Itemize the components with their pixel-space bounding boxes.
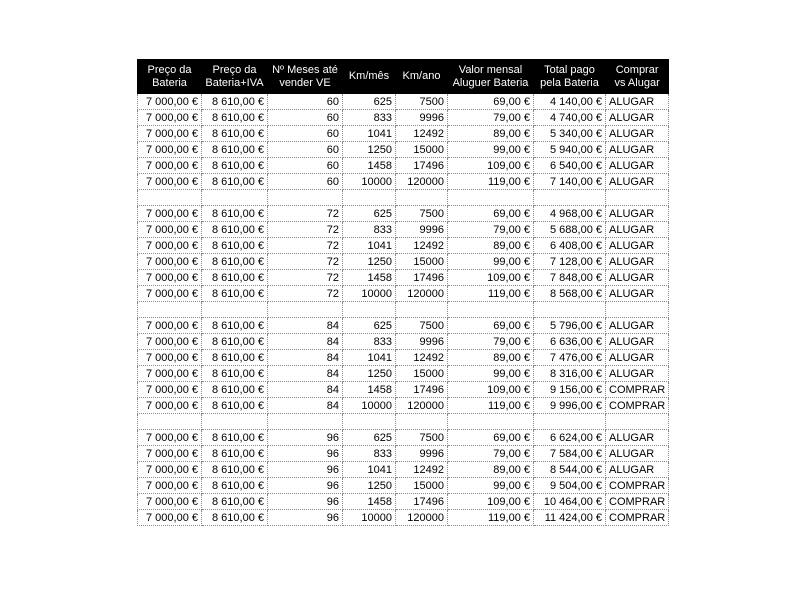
table-cell[interactable]: 1458 — [343, 270, 396, 286]
table-cell[interactable]: 12492 — [396, 238, 448, 254]
table-cell[interactable]: 8 610,00 € — [202, 494, 268, 510]
table-row — [138, 94, 669, 110]
table-cell[interactable]: ALUGAR — [606, 94, 669, 110]
table-row — [138, 222, 669, 238]
table-cell[interactable]: COMPRAR — [606, 494, 669, 510]
table-cell[interactable]: 1041 — [343, 238, 396, 254]
table-cell[interactable]: 9 996,00 € — [534, 398, 606, 414]
table-cell[interactable]: 7 000,00 € — [138, 158, 202, 174]
table-cell[interactable]: 7 476,00 € — [534, 350, 606, 366]
table-cell[interactable]: 96 — [268, 494, 343, 510]
table-cell[interactable]: 96 — [268, 446, 343, 462]
table-cell[interactable]: 8 610,00 € — [202, 462, 268, 478]
table-cell[interactable]: 8 610,00 € — [202, 334, 268, 350]
table-cell[interactable]: ALUGAR — [606, 270, 669, 286]
table-cell[interactable]: 119,00 € — [448, 510, 534, 526]
table-row — [138, 206, 669, 222]
table-cell[interactable]: 9 504,00 € — [534, 478, 606, 494]
table-cell[interactable]: COMPRAR — [606, 478, 669, 494]
table-cell[interactable]: 7 000,00 € — [138, 254, 202, 270]
table-cell[interactable]: 8 610,00 € — [202, 478, 268, 494]
header-km-mes[interactable]: Km/mês — [343, 60, 396, 94]
table-cell[interactable]: 7 000,00 € — [138, 318, 202, 334]
table-row — [138, 334, 669, 350]
empty-cell[interactable] — [202, 414, 268, 430]
table-cell[interactable]: 6 636,00 € — [534, 334, 606, 350]
table-cell[interactable]: 109,00 € — [448, 270, 534, 286]
empty-cell[interactable] — [606, 302, 669, 318]
table-cell[interactable]: 99,00 € — [448, 142, 534, 158]
table-cell[interactable]: 833 — [343, 222, 396, 238]
empty-cell[interactable] — [138, 302, 202, 318]
table-cell[interactable]: 5 940,00 € — [534, 142, 606, 158]
table-cell[interactable]: ALUGAR — [606, 174, 669, 190]
table-cell[interactable]: 15000 — [396, 142, 448, 158]
table-cell[interactable]: 7500 — [396, 318, 448, 334]
table-cell[interactable]: 4 968,00 € — [534, 206, 606, 222]
table-cell[interactable]: 7 000,00 € — [138, 494, 202, 510]
table-cell[interactable]: 9996 — [396, 334, 448, 350]
table-row — [138, 446, 669, 462]
table-row — [138, 238, 669, 254]
battery-comparison-table — [137, 59, 669, 526]
table-row — [138, 462, 669, 478]
table-cell[interactable]: 8 610,00 € — [202, 318, 268, 334]
empty-cell[interactable] — [268, 414, 343, 430]
table-cell[interactable]: 99,00 € — [448, 366, 534, 382]
table-cell[interactable]: 5 796,00 € — [534, 318, 606, 334]
empty-cell[interactable] — [343, 302, 396, 318]
empty-cell[interactable] — [534, 190, 606, 206]
table-cell[interactable]: 7500 — [396, 206, 448, 222]
table-cell[interactable]: 10000 — [343, 510, 396, 526]
table-row — [138, 494, 669, 510]
table-cell[interactable]: 72 — [268, 206, 343, 222]
table-cell[interactable]: 625 — [343, 318, 396, 334]
table-cell[interactable]: 89,00 € — [448, 462, 534, 478]
table-cell[interactable]: 72 — [268, 238, 343, 254]
table-cell[interactable]: 7 000,00 € — [138, 222, 202, 238]
header-total-pago[interactable]: Total pago pela Bateria — [534, 60, 606, 94]
table-cell[interactable]: 1250 — [343, 142, 396, 158]
table-cell[interactable]: 1250 — [343, 254, 396, 270]
table-cell[interactable]: 72 — [268, 222, 343, 238]
table-cell[interactable]: 5 340,00 € — [534, 126, 606, 142]
table-cell[interactable]: 96 — [268, 462, 343, 478]
empty-cell[interactable] — [534, 302, 606, 318]
table-cell[interactable]: 120000 — [396, 398, 448, 414]
table-cell[interactable]: 84 — [268, 398, 343, 414]
table-cell[interactable]: 8 610,00 € — [202, 270, 268, 286]
table-cell[interactable]: 7 000,00 € — [138, 478, 202, 494]
table-cell[interactable]: 8 544,00 € — [534, 462, 606, 478]
table-cell[interactable]: 17496 — [396, 494, 448, 510]
table-cell[interactable]: 7 000,00 € — [138, 142, 202, 158]
table-cell[interactable]: 5 688,00 € — [534, 222, 606, 238]
table-cell[interactable]: 10000 — [343, 174, 396, 190]
table-cell[interactable]: 8 568,00 € — [534, 286, 606, 302]
empty-cell[interactable] — [448, 302, 534, 318]
header-valor-mensal[interactable]: Valor mensal Aluguer Bateria — [448, 60, 534, 94]
table-cell[interactable]: ALUGAR — [606, 446, 669, 462]
table-cell[interactable]: ALUGAR — [606, 110, 669, 126]
table-cell[interactable]: ALUGAR — [606, 254, 669, 270]
table-row — [138, 478, 669, 494]
table-cell[interactable]: ALUGAR — [606, 334, 669, 350]
table-row — [138, 270, 669, 286]
table-cell[interactable]: 9 156,00 € — [534, 382, 606, 398]
table-row — [138, 126, 669, 142]
table-cell[interactable]: 8 610,00 € — [202, 222, 268, 238]
table-cell[interactable]: 17496 — [396, 158, 448, 174]
table-cell[interactable]: 79,00 € — [448, 110, 534, 126]
table-cell[interactable]: 6 624,00 € — [534, 430, 606, 446]
table-cell[interactable]: 9996 — [396, 446, 448, 462]
spreadsheet — [137, 59, 669, 526]
table-cell[interactable]: ALUGAR — [606, 286, 669, 302]
table-cell[interactable]: 120000 — [396, 286, 448, 302]
table-cell[interactable]: 109,00 € — [448, 158, 534, 174]
table-row — [138, 174, 669, 190]
table-cell[interactable]: 9996 — [396, 222, 448, 238]
table-cell[interactable]: ALUGAR — [606, 142, 669, 158]
table-cell[interactable]: 99,00 € — [448, 254, 534, 270]
table-cell[interactable]: 8 610,00 € — [202, 286, 268, 302]
table-cell[interactable]: COMPRAR — [606, 510, 669, 526]
empty-cell[interactable] — [268, 190, 343, 206]
header-preco-bateria[interactable]: Preço da Bateria — [138, 60, 202, 94]
table-cell[interactable]: 1458 — [343, 494, 396, 510]
table-cell[interactable]: 8 610,00 € — [202, 94, 268, 110]
table-cell[interactable]: 84 — [268, 350, 343, 366]
table-cell[interactable]: 7500 — [396, 94, 448, 110]
table-cell[interactable]: ALUGAR — [606, 350, 669, 366]
header-meses-vender[interactable]: Nº Meses até vender VE — [268, 60, 343, 94]
table-cell[interactable]: 8 610,00 € — [202, 446, 268, 462]
table-cell[interactable]: 6 540,00 € — [534, 158, 606, 174]
header-preco-bateria-iva[interactable]: Preço da Bateria+IVA — [202, 60, 268, 94]
table-cell[interactable]: 9996 — [396, 110, 448, 126]
table-cell[interactable]: 1041 — [343, 126, 396, 142]
table-cell[interactable]: 119,00 € — [448, 174, 534, 190]
table-cell[interactable]: 7 848,00 € — [534, 270, 606, 286]
table-cell[interactable]: 79,00 € — [448, 334, 534, 350]
table-cell[interactable]: 7 000,00 € — [138, 366, 202, 382]
table-cell[interactable]: 89,00 € — [448, 350, 534, 366]
table-cell[interactable]: 7 000,00 € — [138, 286, 202, 302]
table-cell[interactable]: 8 610,00 € — [202, 398, 268, 414]
table-row — [138, 366, 669, 382]
table-cell[interactable]: 8 610,00 € — [202, 142, 268, 158]
empty-cell[interactable] — [343, 190, 396, 206]
table-cell[interactable]: 8 610,00 € — [202, 158, 268, 174]
table-cell[interactable]: 7 000,00 € — [138, 94, 202, 110]
table-cell[interactable]: 833 — [343, 446, 396, 462]
table-cell[interactable]: 7 128,00 € — [534, 254, 606, 270]
table-cell[interactable]: 7 000,00 € — [138, 462, 202, 478]
table-cell[interactable]: 7 000,00 € — [138, 270, 202, 286]
table-cell[interactable]: ALUGAR — [606, 366, 669, 382]
table-cell[interactable]: 625 — [343, 430, 396, 446]
table-cell[interactable]: 60 — [268, 110, 343, 126]
empty-cell[interactable] — [138, 414, 202, 430]
table-cell[interactable]: 7 000,00 € — [138, 430, 202, 446]
table-cell[interactable]: 72 — [268, 286, 343, 302]
table-cell[interactable]: ALUGAR — [606, 126, 669, 142]
table-cell[interactable]: 15000 — [396, 366, 448, 382]
table-cell[interactable]: 625 — [343, 206, 396, 222]
table-row — [138, 286, 669, 302]
table-cell[interactable]: 1458 — [343, 158, 396, 174]
table-cell[interactable]: 89,00 € — [448, 238, 534, 254]
table-cell[interactable]: ALUGAR — [606, 158, 669, 174]
table-cell[interactable]: 7 584,00 € — [534, 446, 606, 462]
empty-cell[interactable] — [606, 414, 669, 430]
table-cell[interactable]: 119,00 € — [448, 398, 534, 414]
table-cell[interactable]: ALUGAR — [606, 222, 669, 238]
table-cell[interactable]: 8 610,00 € — [202, 254, 268, 270]
table-cell[interactable]: 15000 — [396, 478, 448, 494]
empty-cell[interactable] — [268, 302, 343, 318]
table-cell[interactable]: 60 — [268, 94, 343, 110]
table-cell[interactable]: 7 000,00 € — [138, 446, 202, 462]
table-cell[interactable]: 7 000,00 € — [138, 110, 202, 126]
table-cell[interactable]: 7 000,00 € — [138, 206, 202, 222]
table-cell[interactable]: 69,00 € — [448, 94, 534, 110]
table-row — [138, 350, 669, 366]
table-cell[interactable]: 11 424,00 € — [534, 510, 606, 526]
empty-cell[interactable] — [448, 190, 534, 206]
table-cell[interactable]: 1041 — [343, 462, 396, 478]
table-cell[interactable]: 7 000,00 € — [138, 382, 202, 398]
table-cell[interactable]: 8 610,00 € — [202, 366, 268, 382]
table-cell[interactable]: 833 — [343, 334, 396, 350]
table-cell[interactable]: 7 140,00 € — [534, 174, 606, 190]
empty-cell[interactable] — [202, 190, 268, 206]
table-cell[interactable]: 7500 — [396, 430, 448, 446]
table-cell[interactable]: 120000 — [396, 510, 448, 526]
table-row — [138, 510, 669, 526]
table-cell[interactable]: 833 — [343, 110, 396, 126]
table-cell[interactable]: 8 610,00 € — [202, 206, 268, 222]
table-cell[interactable]: 8 610,00 € — [202, 174, 268, 190]
table-cell[interactable]: 1041 — [343, 350, 396, 366]
table-body — [138, 94, 669, 526]
table-cell[interactable]: COMPRAR — [606, 398, 669, 414]
table-cell[interactable]: 84 — [268, 366, 343, 382]
table-cell[interactable]: 7 000,00 € — [138, 174, 202, 190]
table-cell[interactable]: 7 000,00 € — [138, 126, 202, 142]
table-cell[interactable]: 96 — [268, 510, 343, 526]
table-cell[interactable]: 96 — [268, 478, 343, 494]
table-cell[interactable]: 84 — [268, 382, 343, 398]
table-cell[interactable]: 60 — [268, 174, 343, 190]
table-cell[interactable]: 79,00 € — [448, 222, 534, 238]
table-cell[interactable]: 72 — [268, 270, 343, 286]
table-cell[interactable]: 7 000,00 € — [138, 510, 202, 526]
table-cell[interactable]: 8 610,00 € — [202, 350, 268, 366]
table-row — [138, 110, 669, 126]
table-cell[interactable]: 69,00 € — [448, 430, 534, 446]
empty-cell[interactable] — [396, 190, 448, 206]
table-cell[interactable]: 4 740,00 € — [534, 110, 606, 126]
empty-cell[interactable] — [448, 414, 534, 430]
header-km-ano[interactable]: Km/ano — [396, 60, 448, 94]
table-cell[interactable]: 1250 — [343, 366, 396, 382]
table-cell[interactable]: ALUGAR — [606, 318, 669, 334]
spacer-row — [138, 190, 669, 206]
table-cell[interactable]: 84 — [268, 318, 343, 334]
table-row — [138, 430, 669, 446]
table-cell[interactable]: 96 — [268, 430, 343, 446]
table-cell[interactable]: 109,00 € — [448, 494, 534, 510]
table-cell[interactable]: 10000 — [343, 286, 396, 302]
table-cell[interactable]: 72 — [268, 254, 343, 270]
table-cell[interactable]: ALUGAR — [606, 462, 669, 478]
table-cell[interactable]: 8 610,00 € — [202, 238, 268, 254]
table-cell[interactable]: ALUGAR — [606, 206, 669, 222]
table-cell[interactable]: ALUGAR — [606, 430, 669, 446]
table-cell[interactable]: 17496 — [396, 270, 448, 286]
table-cell[interactable]: 8 316,00 € — [534, 366, 606, 382]
empty-cell[interactable] — [606, 190, 669, 206]
header-comprar-vs-alugar[interactable]: Comprar vs Alugar — [606, 60, 669, 94]
table-cell[interactable]: 8 610,00 € — [202, 430, 268, 446]
table-cell[interactable]: 6 408,00 € — [534, 238, 606, 254]
table-cell[interactable]: 120000 — [396, 174, 448, 190]
spacer-row — [138, 302, 669, 318]
table-cell[interactable]: COMPRAR — [606, 382, 669, 398]
table-cell[interactable]: 79,00 € — [448, 446, 534, 462]
table-cell[interactable]: 109,00 € — [448, 382, 534, 398]
table-cell[interactable]: 625 — [343, 94, 396, 110]
table-cell[interactable]: 12492 — [396, 126, 448, 142]
table-cell[interactable]: 1458 — [343, 382, 396, 398]
empty-cell[interactable] — [534, 414, 606, 430]
table-cell[interactable]: 4 140,00 € — [534, 94, 606, 110]
table-cell[interactable]: 12492 — [396, 350, 448, 366]
table-row — [138, 254, 669, 270]
table-cell[interactable]: ALUGAR — [606, 238, 669, 254]
table-cell[interactable]: 99,00 € — [448, 478, 534, 494]
empty-cell[interactable] — [343, 414, 396, 430]
table-cell[interactable]: 10 464,00 € — [534, 494, 606, 510]
table-cell[interactable]: 8 610,00 € — [202, 382, 268, 398]
table-cell[interactable]: 7 000,00 € — [138, 350, 202, 366]
table-cell[interactable]: 60 — [268, 142, 343, 158]
table-cell[interactable]: 84 — [268, 334, 343, 350]
table-cell[interactable]: 7 000,00 € — [138, 238, 202, 254]
table-row — [138, 158, 669, 174]
table-cell[interactable]: 119,00 € — [448, 286, 534, 302]
table-cell[interactable]: 7 000,00 € — [138, 398, 202, 414]
spacer-row — [138, 414, 669, 430]
table-cell[interactable]: 60 — [268, 126, 343, 142]
table-cell[interactable]: 8 610,00 € — [202, 126, 268, 142]
table-row — [138, 382, 669, 398]
header-row — [138, 60, 669, 94]
table-row — [138, 318, 669, 334]
table-cell[interactable]: 60 — [268, 158, 343, 174]
table-cell[interactable]: 15000 — [396, 254, 448, 270]
table-cell[interactable]: 1250 — [343, 478, 396, 494]
empty-cell[interactable] — [396, 302, 448, 318]
table-cell[interactable]: 7 000,00 € — [138, 334, 202, 350]
table-cell[interactable]: 89,00 € — [448, 126, 534, 142]
table-cell[interactable]: 69,00 € — [448, 206, 534, 222]
table-cell[interactable]: 10000 — [343, 398, 396, 414]
empty-cell[interactable] — [396, 414, 448, 430]
empty-cell[interactable] — [138, 190, 202, 206]
table-cell[interactable]: 12492 — [396, 462, 448, 478]
table-cell[interactable]: 8 610,00 € — [202, 110, 268, 126]
table-cell[interactable]: 8 610,00 € — [202, 510, 268, 526]
table-cell[interactable]: 17496 — [396, 382, 448, 398]
table-row — [138, 398, 669, 414]
table-cell[interactable]: 69,00 € — [448, 318, 534, 334]
empty-cell[interactable] — [202, 302, 268, 318]
table-row — [138, 142, 669, 158]
